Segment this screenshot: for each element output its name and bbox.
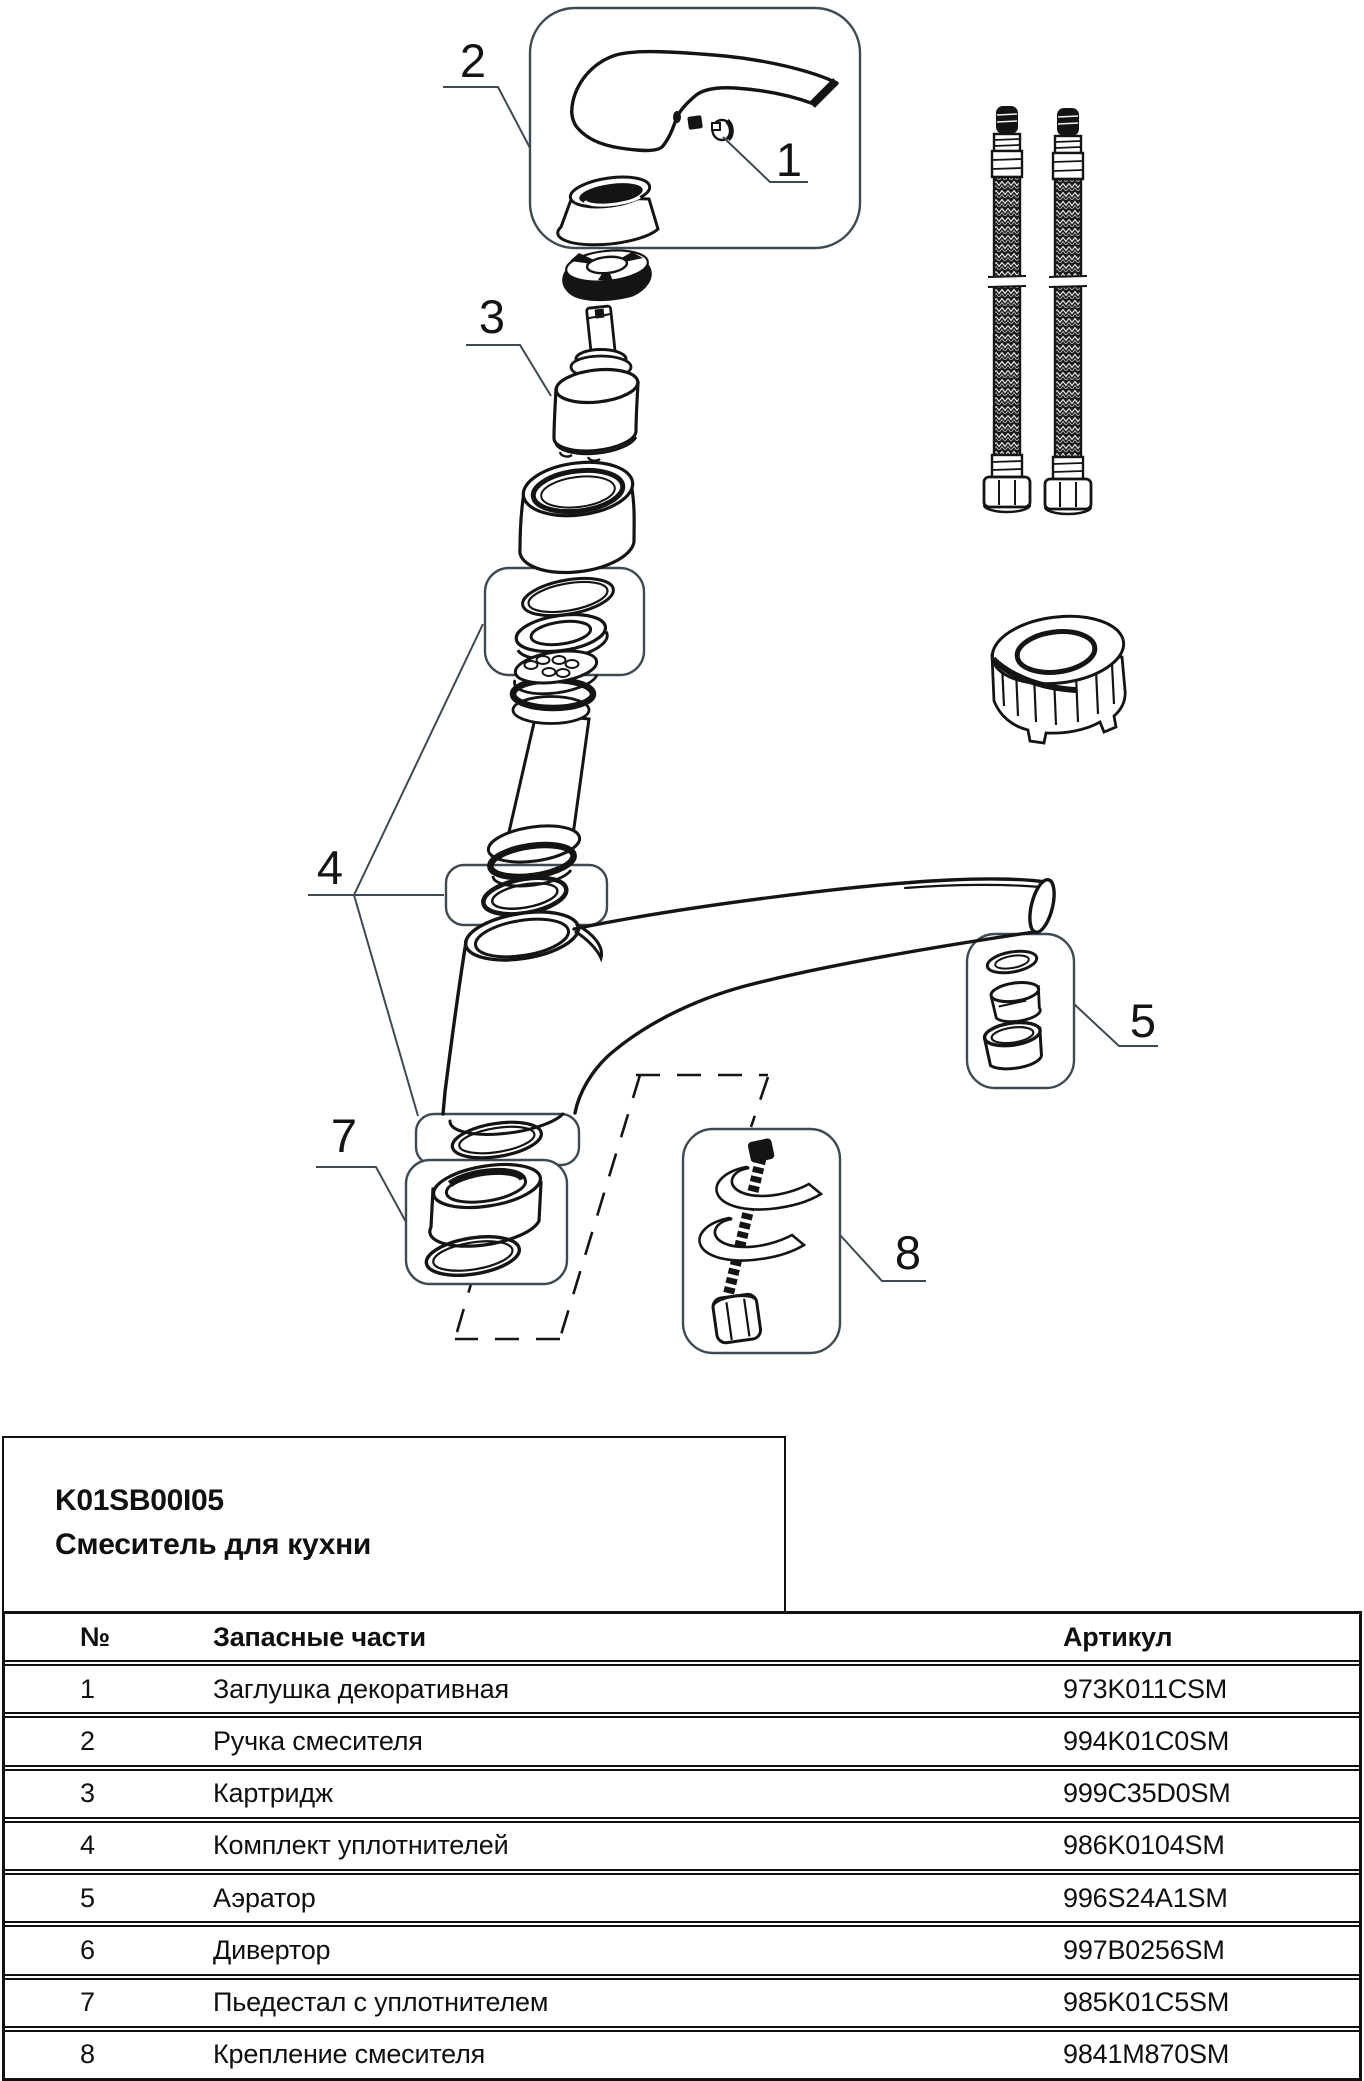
- table-header-row: [5, 1614, 1359, 1660]
- cell-num: 4: [80, 1830, 96, 1861]
- cell-part: Комплект уплотнителей: [213, 1830, 509, 1861]
- callout-5: 5: [1129, 994, 1157, 1047]
- table-row: [5, 1921, 1359, 1973]
- leader-2: [443, 87, 530, 148]
- table-row: [5, 1869, 1359, 1921]
- decor-plug-part: [712, 120, 732, 140]
- cell-sku: 999C35D0SM: [1063, 1778, 1231, 1809]
- cartridge-part: [554, 306, 639, 461]
- header-part: Запасные части: [213, 1621, 426, 1652]
- cell-sku: 973K011CSM: [1063, 1673, 1228, 1704]
- parts-table: [2, 1611, 1362, 2081]
- table-row: [5, 1974, 1359, 2026]
- cell-part: Дивертор: [213, 1934, 331, 1965]
- table-row: [5, 2026, 1359, 2078]
- callout-4: 4: [316, 841, 344, 894]
- callout-3: 3: [478, 290, 506, 343]
- cell-part: Крепление смесителя: [213, 2039, 486, 2070]
- cell-num: 7: [80, 1987, 96, 2018]
- leader-7: [316, 1167, 406, 1222]
- callout-8: 8: [894, 1226, 922, 1279]
- table-row: [5, 1765, 1359, 1817]
- fastener-nut: [712, 1293, 762, 1344]
- cell-part: Пьедестал с уплотнителем: [213, 1987, 549, 2018]
- cell-sku: 997B0256SM: [1063, 1934, 1225, 1965]
- sleeve-part: [520, 456, 636, 572]
- header-num: №: [80, 1621, 111, 1652]
- callout-2: 2: [459, 34, 487, 87]
- callout-1: 1: [775, 133, 803, 186]
- cell-part: Картридж: [213, 1778, 333, 1809]
- cell-sku: 996S24A1SM: [1063, 1882, 1228, 1913]
- cell-sku: 985K01C5SM: [1063, 1987, 1230, 2018]
- cell-num: 5: [80, 1882, 96, 1913]
- cell-num: 3: [80, 1778, 96, 1809]
- table-row: [5, 1712, 1359, 1764]
- cell-part: Аэратор: [213, 1882, 316, 1913]
- title-block: [2, 1436, 786, 1613]
- cell-num: 8: [80, 2039, 96, 2070]
- table-row: [5, 1660, 1359, 1712]
- cell-num: 6: [80, 1934, 96, 1965]
- diverter-stem-part: [486, 646, 599, 886]
- cell-sku: 994K01C0SM: [1063, 1726, 1230, 1757]
- cell-num: 2: [80, 1726, 96, 1757]
- castellated-nut-part: [988, 609, 1127, 743]
- cell-num: 1: [80, 1673, 96, 1704]
- leader-3: [466, 345, 551, 396]
- product-name: Смеситель для кухни: [55, 1528, 372, 1561]
- flex-hoses: [984, 106, 1091, 514]
- cell-sku: 986K0104SM: [1063, 1830, 1225, 1861]
- flex-hose-left: [984, 106, 1030, 512]
- cell-part: Заглушка декоративная: [213, 1673, 509, 1704]
- table-row: [5, 1817, 1359, 1869]
- collar-ring-part: [560, 246, 655, 307]
- header-sku: Артикул: [1063, 1621, 1173, 1652]
- product-code: K01SB00I05: [55, 1484, 224, 1517]
- handle-screw-hole: [687, 115, 703, 130]
- callout-7: 7: [330, 1109, 358, 1162]
- cell-part: Ручка смесителя: [213, 1726, 423, 1757]
- cell-sku: 9841M870SM: [1063, 2039, 1230, 2070]
- flex-hose-right: [1045, 108, 1091, 514]
